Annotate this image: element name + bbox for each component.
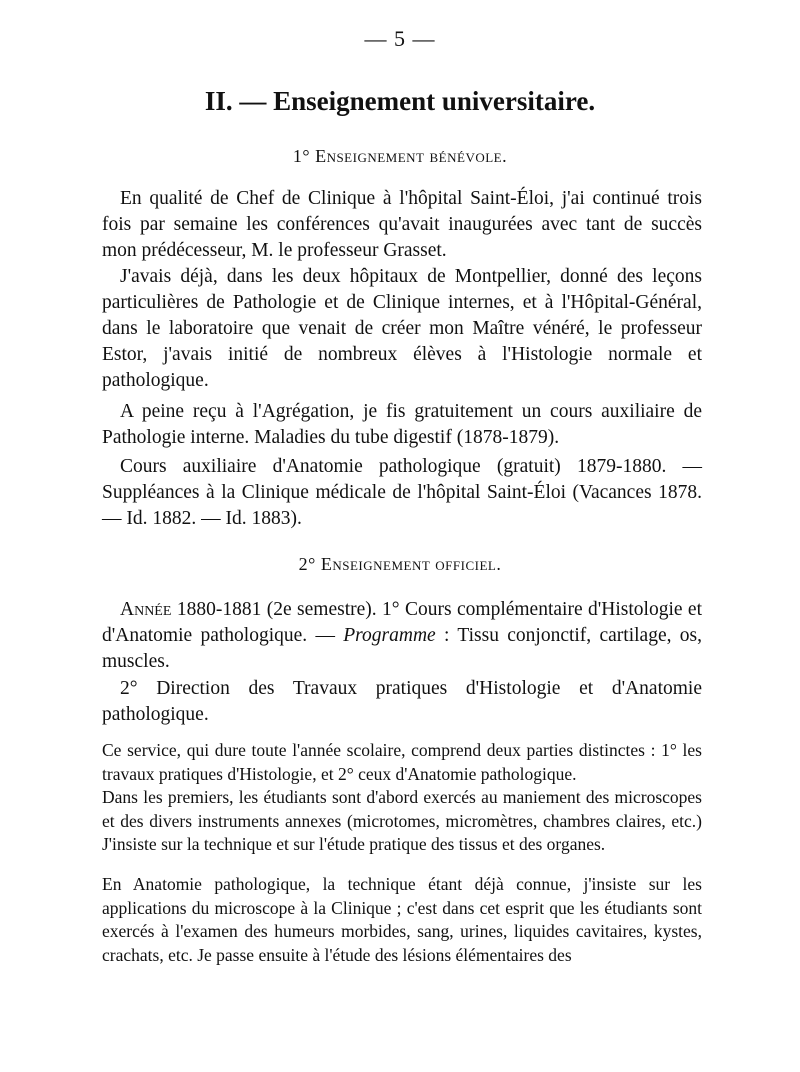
paragraph-travaux-pratiques: 2° Direction des Travaux pratiques d'Histologie et d'Anatomie pathologique.: [102, 678, 702, 725]
paragraph-agregation: A peine reçu à l'Agrégation, je fis gratuitement un cours auxiliaire de Pathologie interne. Maladies du tube digestif (1878-1879).: [102, 401, 702, 448]
paragraph-cours-auxiliaire: Cours auxiliaire d'Anatomie pathologique (gratuit) 1879-1880. — Suppléances à la Clinique médicale de l'hôpital Saint-Éloi (Vacances 1878. — Id. 1882. — Id. 1883).: [102, 456, 702, 529]
paragraph-lecons-particulieres: J'avais déjà, dans les deux hôpitaux de Montpellier, donné des leçons particulières de Pathologie et de Clinique internes, et à l'Hôpital-Général, dans le laboratoire que venait de créer mon Maître vénéré, le professeur Estor, j'avais initié de nombreux élèves à l'Histologie normale et pathologique.: [102, 266, 702, 391]
section-title: II. — Enseignement universitaire.: [204, 86, 596, 116]
subsection-2-heading: 2° Enseignement officiel.: [298, 554, 502, 574]
subsection-1-heading: 1° Enseignement bénévole.: [292, 146, 508, 166]
paragraph-chef-de-clinique: En qualité de Chef de Clinique à l'hôpital Saint-Éloi, j'ai continué trois fois par semaine les conférences qu'avait inaugurées avec tant de succès mon prédécesseur, M. le professeur Grasset.: [102, 188, 702, 261]
paragraph-service-annee-scolaire: Ce service, qui dure toute l'année scolaire, comprend deux parties distinctes : 1° les travaux pratiques d'Histologie, et 2° ceux d'Anatomie pathologique.: [102, 740, 702, 784]
paragraph-anatomie-pathologique: En Anatomie pathologique, la technique étant déjà connue, j'insiste sur les applications du microscope à la Clinique ; c'est dans cet esprit que les étudiants sont exercés à l'examen des humeurs morbides, sang, urines, liquides cavitaires, kystes, crachats, etc. Je passe ensuite à l'étude des lésions élémentaires des: [102, 874, 702, 965]
paragraph-annee-1880: Année 1880-1881 (2e semestre). 1° Cours complémentaire d'Histologie et d'Anatomie pathologique. — Programme : Tissu conjonctif, cartilage, os, muscles.: [102, 599, 702, 672]
paragraph-premiers-etudiants: Dans les premiers, les étudiants sont d'abord exercés au maniement des microscopes et des divers instruments annexes (microtomes, micromètres, chambres claires, etc.) J'insiste sur la technique et sur l'étude pratique des tissus et des organes.: [102, 787, 702, 854]
page-number: — 5 —: [364, 26, 436, 51]
